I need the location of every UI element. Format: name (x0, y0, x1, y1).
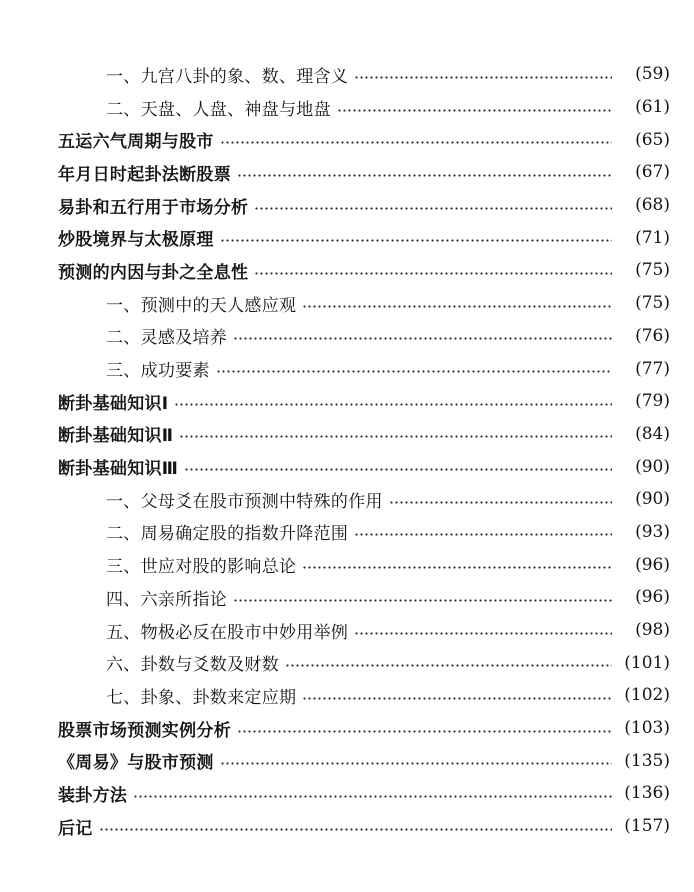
toc-entry[interactable] (0, 352, 694, 385)
toc-entry-title: 断卦基础知识Ⅱ (58, 426, 174, 447)
toc-entry-title: 预测的内因与卦之全息性 (58, 262, 249, 283)
dot-leader (99, 828, 612, 831)
dot-leader (237, 730, 612, 733)
dot-leader (220, 141, 612, 144)
toc-entry-page: (98) (635, 620, 670, 641)
toc-entry-title: 一、九宫八卦的象、数、理含义 (106, 66, 349, 87)
toc-entry-title: 《周易》与股市预测 (58, 753, 214, 774)
dot-leader (302, 566, 612, 569)
toc-entry-page: (96) (635, 554, 670, 575)
toc-entry[interactable] (0, 418, 694, 451)
toc-entry-page: (90) (635, 489, 670, 510)
toc-entry-page: (61) (635, 97, 670, 118)
dot-leader (179, 435, 612, 438)
toc-entry-page: (102) (624, 685, 670, 706)
dot-leader (174, 403, 612, 406)
toc-entry-title: 二、灵感及培养 (106, 328, 228, 349)
toc-entry-title: 断卦基础知识Ⅰ (58, 393, 169, 414)
toc-entry-page: (75) (635, 293, 670, 314)
dot-leader (354, 632, 612, 635)
toc-entry[interactable] (0, 810, 694, 843)
dot-leader (354, 533, 612, 536)
dot-leader (233, 337, 612, 340)
toc-entry-title: 断卦基础知识Ⅲ (58, 459, 179, 480)
toc-entry[interactable] (0, 91, 694, 124)
dot-leader (220, 762, 612, 765)
toc-entry-title: 三、世应对股的影响总论 (106, 557, 297, 578)
toc-entry-title: 五、物极必反在股市中妙用举例 (106, 622, 349, 643)
toc-entry[interactable] (0, 189, 694, 222)
toc-entry-title: 股票市场预测实例分析 (58, 720, 231, 741)
toc-entry-page: (136) (624, 783, 670, 804)
toc-entry-page: (59) (635, 64, 670, 85)
toc-entry-title: 二、周易确定股的指数升降范围 (106, 524, 349, 545)
toc-entry[interactable] (0, 581, 694, 614)
toc-entry[interactable] (0, 385, 694, 418)
dot-leader (220, 239, 612, 242)
dot-leader (254, 272, 612, 275)
toc-entry[interactable] (0, 156, 694, 189)
dot-leader (184, 468, 612, 471)
toc-entry[interactable] (0, 548, 694, 581)
toc-entry-page: (84) (635, 423, 670, 444)
toc-entry-title: 装卦方法 (58, 785, 128, 806)
toc-entry[interactable] (0, 450, 694, 483)
toc-entry-title: 二、天盘、人盘、神盘与地盘 (106, 99, 331, 120)
toc-entry[interactable] (0, 287, 694, 320)
dot-leader (285, 664, 612, 667)
toc-entry[interactable] (0, 679, 694, 712)
toc-entry-title: 三、成功要素 (106, 361, 210, 382)
dot-leader (237, 174, 612, 177)
toc-entry-page: (65) (635, 129, 670, 150)
toc-entry-title: 后记 (58, 818, 93, 839)
toc-entry[interactable] (0, 646, 694, 679)
toc-entry-page: (79) (635, 391, 670, 412)
toc-entry[interactable] (0, 320, 694, 353)
dot-leader (233, 599, 612, 602)
dot-leader (133, 795, 612, 798)
toc-entry-page: (101) (624, 652, 670, 673)
toc-entry[interactable] (0, 221, 694, 254)
toc-entry-page: (90) (635, 456, 670, 477)
toc-entry-title: 炒股境界与太极原理 (58, 230, 214, 251)
toc-entry-title: 五运六气周期与股市 (58, 132, 214, 153)
dot-leader (389, 501, 612, 504)
toc-entry[interactable] (0, 58, 694, 91)
toc-entry-page: (76) (635, 325, 670, 346)
toc-entry-page: (157) (624, 816, 670, 837)
toc-entry[interactable] (0, 744, 694, 777)
dot-leader (354, 76, 612, 79)
toc-entry-title: 一、父母爻在股市预测中特殊的作用 (106, 491, 383, 512)
dot-leader (302, 697, 612, 700)
toc-entry-page: (68) (635, 195, 670, 216)
toc-entry-title: 四、六亲所指论 (106, 589, 228, 610)
toc-entry-title: 年月日时起卦法断股票 (58, 164, 231, 185)
toc-entry-page: (71) (635, 227, 670, 248)
dot-leader (337, 109, 612, 112)
dot-leader (254, 207, 612, 210)
toc-entry-title: 一、预测中的天人感应观 (106, 295, 297, 316)
toc-entry-page: (96) (635, 587, 670, 608)
toc-entry-page: (135) (624, 750, 670, 771)
toc-entry-page: (103) (624, 718, 670, 739)
toc-entry-page: (77) (635, 358, 670, 379)
toc-entry[interactable] (0, 123, 694, 156)
toc-entry[interactable] (0, 777, 694, 810)
toc-entry-page: (93) (635, 521, 670, 542)
toc-entry[interactable] (0, 614, 694, 647)
toc-entry-page: (75) (635, 260, 670, 281)
toc-entry[interactable] (0, 483, 694, 516)
toc-entry-title: 七、卦象、卦数来定应期 (106, 687, 297, 708)
toc-entry[interactable] (0, 712, 694, 745)
toc-entry-title: 六、卦数与爻数及财数 (106, 655, 279, 676)
dot-leader (302, 305, 612, 308)
toc-entry-title: 易卦和五行用于市场分析 (58, 197, 249, 218)
toc-entry[interactable] (0, 516, 694, 549)
toc-entry-page: (67) (635, 162, 670, 183)
dot-leader (216, 370, 612, 373)
table-of-contents (0, 58, 694, 843)
toc-entry[interactable] (0, 254, 694, 287)
